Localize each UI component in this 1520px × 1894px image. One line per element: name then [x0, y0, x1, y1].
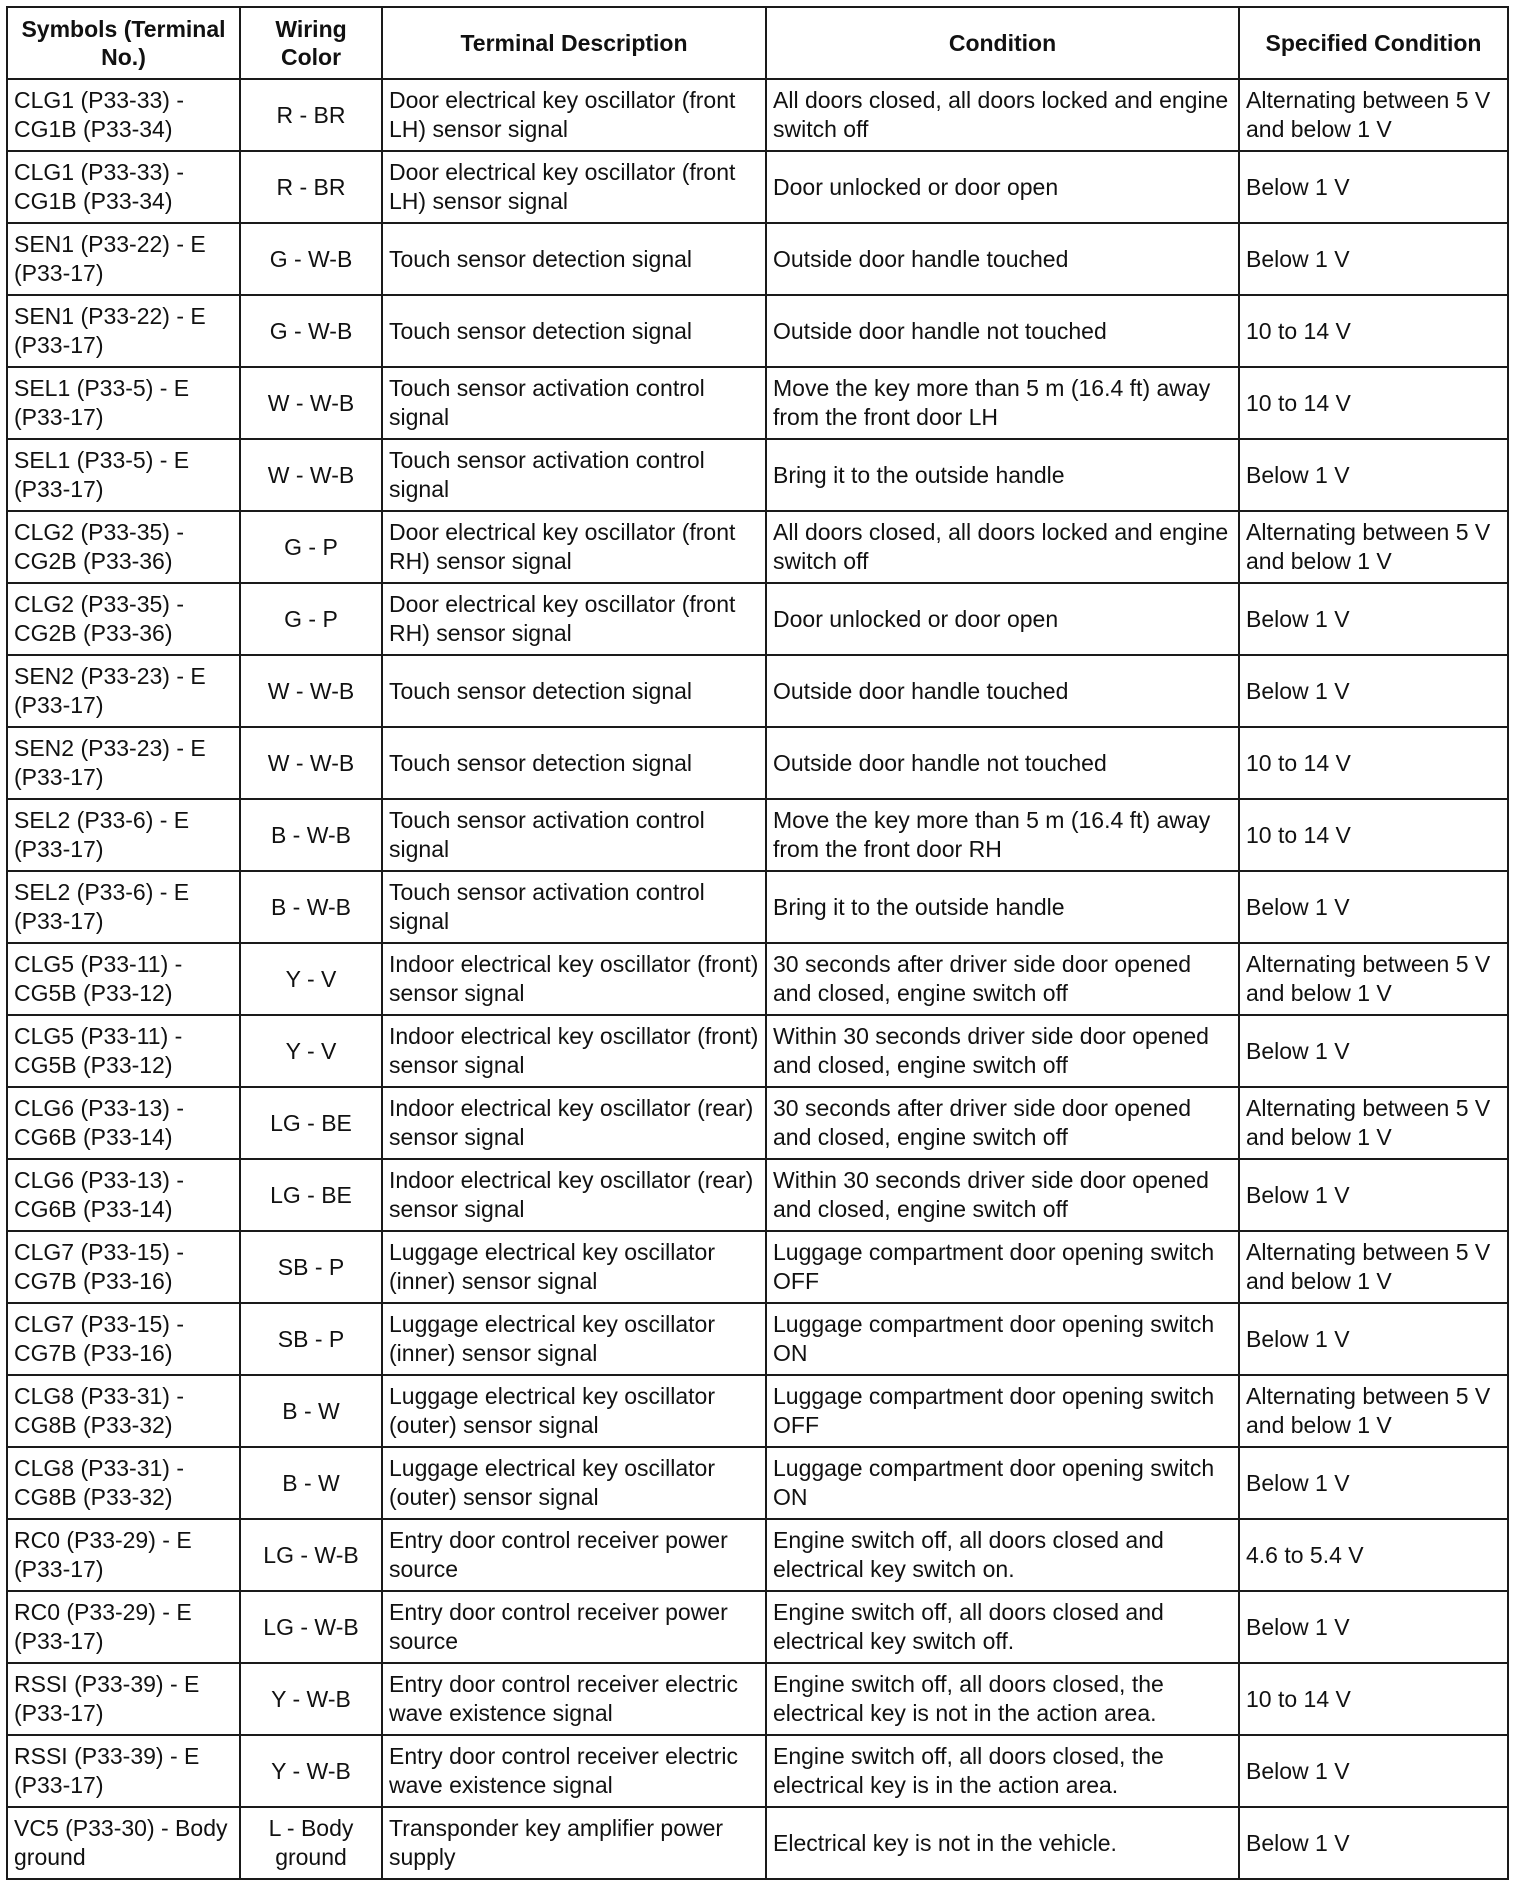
cell-symbol: SEN2 (P33-23) - E (P33-17): [7, 655, 240, 727]
cell-specified-condition: Alternating between 5 V and below 1 V: [1239, 943, 1508, 1015]
cell-symbol: RSSI (P33-39) - E (P33-17): [7, 1735, 240, 1807]
cell-wiring-color: R - BR: [240, 79, 382, 151]
cell-condition: Luggage compartment door opening switch OFF: [766, 1375, 1239, 1447]
cell-specified-condition: Below 1 V: [1239, 439, 1508, 511]
cell-symbol: CLG8 (P33-31) - CG8B (P33-32): [7, 1375, 240, 1447]
header-specified-condition: Specified Condition: [1239, 7, 1508, 79]
cell-wiring-color: SB - P: [240, 1303, 382, 1375]
cell-symbol: CLG2 (P33-35) - CG2B (P33-36): [7, 583, 240, 655]
cell-specified-condition: 10 to 14 V: [1239, 727, 1508, 799]
cell-specified-condition: Below 1 V: [1239, 151, 1508, 223]
cell-wiring-color: B - W: [240, 1447, 382, 1519]
cell-terminal-description: Luggage electrical key oscillator (outer) sensor signal: [382, 1447, 766, 1519]
cell-specified-condition: Below 1 V: [1239, 1015, 1508, 1087]
cell-terminal-description: Entry door control receiver electric wave existence signal: [382, 1663, 766, 1735]
cell-specified-condition: Below 1 V: [1239, 583, 1508, 655]
table-row: [7, 871, 1508, 943]
cell-symbol: CLG2 (P33-35) - CG2B (P33-36): [7, 511, 240, 583]
table-row: [7, 1231, 1508, 1303]
table-row: [7, 1087, 1508, 1159]
cell-condition: Within 30 seconds driver side door opened and closed, engine switch off: [766, 1159, 1239, 1231]
cell-specified-condition: Alternating between 5 V and below 1 V: [1239, 79, 1508, 151]
cell-symbol: SEN1 (P33-22) - E (P33-17): [7, 295, 240, 367]
cell-wiring-color: B - W: [240, 1375, 382, 1447]
cell-wiring-color: LG - W-B: [240, 1519, 382, 1591]
cell-wiring-color: W - W-B: [240, 655, 382, 727]
table-body: [7, 79, 1508, 1879]
cell-symbol: CLG1 (P33-33) - CG1B (P33-34): [7, 151, 240, 223]
cell-condition: Luggage compartment door opening switch ON: [766, 1303, 1239, 1375]
cell-condition: All doors closed, all doors locked and engine switch off: [766, 79, 1239, 151]
cell-symbol: CLG8 (P33-31) - CG8B (P33-32): [7, 1447, 240, 1519]
cell-wiring-color: Y - W-B: [240, 1735, 382, 1807]
cell-condition: 30 seconds after driver side door opened and closed, engine switch off: [766, 943, 1239, 1015]
table-row: [7, 1447, 1508, 1519]
cell-symbol: SEL2 (P33-6) - E (P33-17): [7, 799, 240, 871]
cell-terminal-description: Indoor electrical key oscillator (front) sensor signal: [382, 1015, 766, 1087]
cell-specified-condition: 10 to 14 V: [1239, 295, 1508, 367]
cell-condition: Bring it to the outside handle: [766, 871, 1239, 943]
cell-wiring-color: G - P: [240, 583, 382, 655]
cell-wiring-color: SB - P: [240, 1231, 382, 1303]
cell-symbol: CLG7 (P33-15) - CG7B (P33-16): [7, 1231, 240, 1303]
table-row: [7, 1303, 1508, 1375]
cell-condition: Engine switch off, all doors closed, the electrical key is in the action area.: [766, 1735, 1239, 1807]
table-row: [7, 1807, 1508, 1879]
table-row: [7, 1591, 1508, 1663]
cell-symbol: CLG6 (P33-13) - CG6B (P33-14): [7, 1087, 240, 1159]
table-row: [7, 799, 1508, 871]
cell-condition: Engine switch off, all doors closed and electrical key switch on.: [766, 1519, 1239, 1591]
cell-condition: Door unlocked or door open: [766, 151, 1239, 223]
cell-symbol: RC0 (P33-29) - E (P33-17): [7, 1519, 240, 1591]
cell-specified-condition: Below 1 V: [1239, 655, 1508, 727]
cell-wiring-color: LG - BE: [240, 1087, 382, 1159]
cell-condition: Luggage compartment door opening switch OFF: [766, 1231, 1239, 1303]
cell-symbol: VC5 (P33-30) - Body ground: [7, 1807, 240, 1879]
table-row: [7, 1375, 1508, 1447]
cell-terminal-description: Touch sensor activation control signal: [382, 439, 766, 511]
cell-condition: All doors closed, all doors locked and engine switch off: [766, 511, 1239, 583]
cell-symbol: CLG7 (P33-15) - CG7B (P33-16): [7, 1303, 240, 1375]
table-row: [7, 79, 1508, 151]
cell-wiring-color: B - W-B: [240, 871, 382, 943]
cell-condition: Outside door handle touched: [766, 655, 1239, 727]
header-row: [7, 7, 1508, 79]
cell-wiring-color: W - W-B: [240, 439, 382, 511]
cell-terminal-description: Luggage electrical key oscillator (outer) sensor signal: [382, 1375, 766, 1447]
cell-specified-condition: Below 1 V: [1239, 1447, 1508, 1519]
cell-terminal-description: Luggage electrical key oscillator (inner) sensor signal: [382, 1303, 766, 1375]
cell-terminal-description: Entry door control receiver electric wave existence signal: [382, 1735, 766, 1807]
cell-symbol: CLG5 (P33-11) - CG5B (P33-12): [7, 943, 240, 1015]
header-terminal-description: Terminal Description: [382, 7, 766, 79]
cell-terminal-description: Indoor electrical key oscillator (rear) sensor signal: [382, 1159, 766, 1231]
cell-terminal-description: Touch sensor activation control signal: [382, 367, 766, 439]
cell-terminal-description: Touch sensor detection signal: [382, 223, 766, 295]
cell-specified-condition: Alternating between 5 V and below 1 V: [1239, 1087, 1508, 1159]
header-symbols: Symbols (Terminal No.): [7, 7, 240, 79]
cell-symbol: CLG5 (P33-11) - CG5B (P33-12): [7, 1015, 240, 1087]
cell-specified-condition: Below 1 V: [1239, 1159, 1508, 1231]
cell-wiring-color: B - W-B: [240, 799, 382, 871]
cell-wiring-color: L - Body ground: [240, 1807, 382, 1879]
cell-specified-condition: Below 1 V: [1239, 223, 1508, 295]
cell-terminal-description: Door electrical key oscillator (front RH) sensor signal: [382, 511, 766, 583]
cell-condition: Move the key more than 5 m (16.4 ft) away from the front door LH: [766, 367, 1239, 439]
cell-condition: Bring it to the outside handle: [766, 439, 1239, 511]
cell-terminal-description: Touch sensor detection signal: [382, 727, 766, 799]
cell-specified-condition: 10 to 14 V: [1239, 367, 1508, 439]
cell-terminal-description: Entry door control receiver power source: [382, 1591, 766, 1663]
cell-terminal-description: Door electrical key oscillator (front LH) sensor signal: [382, 79, 766, 151]
cell-condition: 30 seconds after driver side door opened and closed, engine switch off: [766, 1087, 1239, 1159]
cell-specified-condition: Alternating between 5 V and below 1 V: [1239, 1375, 1508, 1447]
cell-wiring-color: G - P: [240, 511, 382, 583]
cell-condition: Door unlocked or door open: [766, 583, 1239, 655]
table-row: [7, 1159, 1508, 1231]
cell-specified-condition: Below 1 V: [1239, 1591, 1508, 1663]
cell-terminal-description: Door electrical key oscillator (front LH) sensor signal: [382, 151, 766, 223]
terminal-spec-table: [6, 6, 1509, 1880]
cell-condition: Engine switch off, all doors closed, the electrical key is not in the action area.: [766, 1663, 1239, 1735]
cell-symbol: CLG1 (P33-33) - CG1B (P33-34): [7, 79, 240, 151]
header-condition: Condition: [766, 7, 1239, 79]
cell-specified-condition: 10 to 14 V: [1239, 799, 1508, 871]
cell-condition: Within 30 seconds driver side door opened and closed, engine switch off: [766, 1015, 1239, 1087]
terminal-spec-table-container: [6, 6, 1507, 1880]
cell-condition: Outside door handle touched: [766, 223, 1239, 295]
table-row: [7, 1519, 1508, 1591]
cell-wiring-color: LG - BE: [240, 1159, 382, 1231]
cell-symbol: SEN2 (P33-23) - E (P33-17): [7, 727, 240, 799]
cell-wiring-color: W - W-B: [240, 367, 382, 439]
cell-condition: Engine switch off, all doors closed and electrical key switch off.: [766, 1591, 1239, 1663]
cell-symbol: SEN1 (P33-22) - E (P33-17): [7, 223, 240, 295]
table-row: [7, 511, 1508, 583]
cell-symbol: SEL1 (P33-5) - E (P33-17): [7, 439, 240, 511]
cell-wiring-color: W - W-B: [240, 727, 382, 799]
table-row: [7, 223, 1508, 295]
cell-symbol: SEL1 (P33-5) - E (P33-17): [7, 367, 240, 439]
cell-terminal-description: Indoor electrical key oscillator (front) sensor signal: [382, 943, 766, 1015]
table-row: [7, 1663, 1508, 1735]
cell-wiring-color: Y - W-B: [240, 1663, 382, 1735]
cell-terminal-description: Touch sensor activation control signal: [382, 871, 766, 943]
cell-terminal-description: Transponder key amplifier power supply: [382, 1807, 766, 1879]
cell-wiring-color: LG - W-B: [240, 1591, 382, 1663]
cell-specified-condition: Below 1 V: [1239, 1735, 1508, 1807]
cell-condition: Outside door handle not touched: [766, 295, 1239, 367]
cell-wiring-color: G - W-B: [240, 223, 382, 295]
cell-condition: Electrical key is not in the vehicle.: [766, 1807, 1239, 1879]
cell-wiring-color: R - BR: [240, 151, 382, 223]
table-row: [7, 1015, 1508, 1087]
cell-specified-condition: Alternating between 5 V and below 1 V: [1239, 511, 1508, 583]
table-row: [7, 583, 1508, 655]
table-row: [7, 439, 1508, 511]
cell-specified-condition: 4.6 to 5.4 V: [1239, 1519, 1508, 1591]
cell-specified-condition: 10 to 14 V: [1239, 1663, 1508, 1735]
cell-terminal-description: Indoor electrical key oscillator (rear) sensor signal: [382, 1087, 766, 1159]
cell-specified-condition: Alternating between 5 V and below 1 V: [1239, 1231, 1508, 1303]
cell-specified-condition: Below 1 V: [1239, 1807, 1508, 1879]
cell-symbol: RC0 (P33-29) - E (P33-17): [7, 1591, 240, 1663]
table-row: [7, 727, 1508, 799]
table-row: [7, 655, 1508, 727]
cell-wiring-color: G - W-B: [240, 295, 382, 367]
cell-terminal-description: Touch sensor detection signal: [382, 655, 766, 727]
cell-terminal-description: Luggage electrical key oscillator (inner) sensor signal: [382, 1231, 766, 1303]
table-row: [7, 295, 1508, 367]
cell-terminal-description: Door electrical key oscillator (front RH) sensor signal: [382, 583, 766, 655]
table-row: [7, 1735, 1508, 1807]
cell-symbol: CLG6 (P33-13) - CG6B (P33-14): [7, 1159, 240, 1231]
table-row: [7, 151, 1508, 223]
cell-condition: Outside door handle not touched: [766, 727, 1239, 799]
cell-specified-condition: Below 1 V: [1239, 871, 1508, 943]
cell-specified-condition: Below 1 V: [1239, 1303, 1508, 1375]
cell-symbol: RSSI (P33-39) - E (P33-17): [7, 1663, 240, 1735]
cell-terminal-description: Entry door control receiver power source: [382, 1519, 766, 1591]
cell-wiring-color: Y - V: [240, 1015, 382, 1087]
table-row: [7, 367, 1508, 439]
cell-terminal-description: Touch sensor detection signal: [382, 295, 766, 367]
cell-condition: Luggage compartment door opening switch ON: [766, 1447, 1239, 1519]
cell-condition: Move the key more than 5 m (16.4 ft) away from the front door RH: [766, 799, 1239, 871]
cell-terminal-description: Touch sensor activation control signal: [382, 799, 766, 871]
cell-wiring-color: Y - V: [240, 943, 382, 1015]
cell-symbol: SEL2 (P33-6) - E (P33-17): [7, 871, 240, 943]
header-wiring-color: Wiring Color: [240, 7, 382, 79]
table-row: [7, 943, 1508, 1015]
